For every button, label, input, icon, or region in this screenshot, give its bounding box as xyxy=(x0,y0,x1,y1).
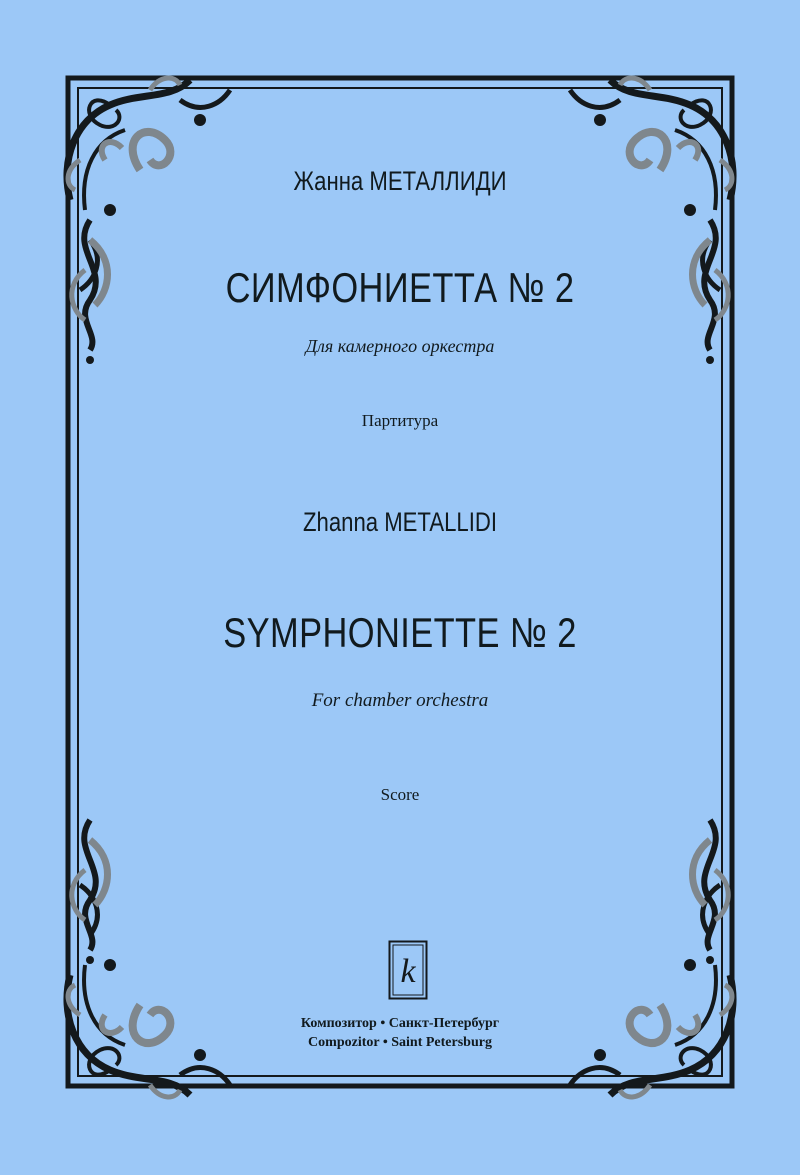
author-name-en: Zhanna METALLIDI xyxy=(302,507,498,537)
work-subtitle-en: For chamber orchestra xyxy=(311,690,489,711)
edition-type-en: Score xyxy=(380,785,420,804)
publisher-line-ru: Композитор • Санкт-Петербург xyxy=(300,1016,500,1031)
work-title-ru: СИМФОНИЕТТА № 2 xyxy=(225,264,575,311)
work-title-en: SYMPHONIETTE № 2 xyxy=(223,609,577,656)
publisher-logo-icon xyxy=(388,940,428,1000)
publisher-logo-letter: k xyxy=(400,953,416,990)
author-name-ru: Жанна МЕТАЛЛИДИ xyxy=(293,166,507,196)
edition-type-ru: Партитура xyxy=(361,411,439,430)
work-subtitle-ru: Для камерного оркестра xyxy=(305,336,495,356)
publisher-line-en: Compozitor • Saint Petersburg xyxy=(308,1035,492,1050)
